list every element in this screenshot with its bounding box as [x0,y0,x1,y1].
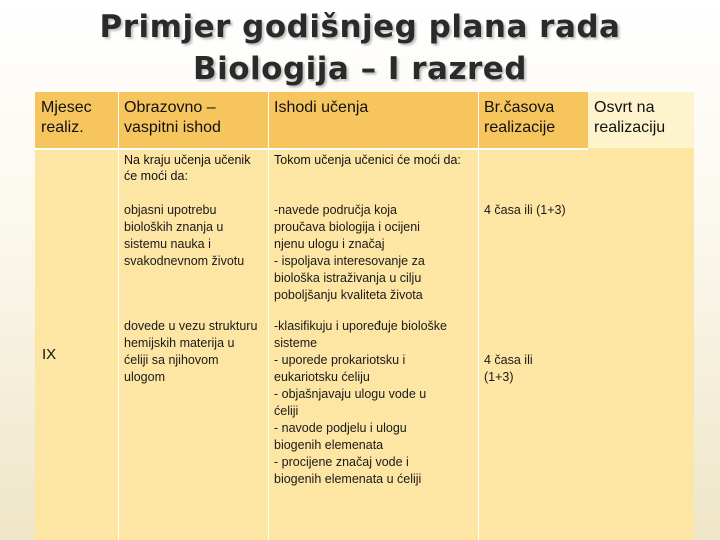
subheader-outcome: Na kraju učenja učenik će moći da: [124,153,251,183]
header-outcome: Obrazovno – vaspitni ishod [118,92,268,148]
row2-outcome: dovede u vezu strukturu hemijskih materija u ćeliji sa njihovom ulogom [124,319,258,384]
col-divider-1 [118,92,119,540]
header-learning: Ishodi učenja [268,92,478,148]
review-column-body [588,148,694,540]
slide-title [0,6,720,90]
row2-hours: 4 časa ili (1+3) [484,353,533,384]
header-month: Mjesec realiz. [35,92,118,148]
row2-learning: -klasifikuju i upoređuje biološke sisteme - uporede prokariotsku i eukariotsku ćeliju - objašnjavaju ulogu vode u ćeliji - navode podjelu i ulogu biogenih elemenata - procijene značaj vode i biogenih elemenata u ćeliji [274,319,448,486]
month-value: IX [42,346,57,363]
title-line-2: Biologija – I razred [192,51,527,87]
row1-hours: 4 časa ili (1+3) [484,203,566,217]
row1-outcome: objasni upotrebu bioloških znanja u sistemu nauka i svakodnevnom životu [124,203,245,268]
col-divider-2 [268,92,269,540]
row1-learning: -navede područja koja proučava biologija i ocijeni njenu ulogu i značaj - ispoljava interesovanje za biološka istraživanja u cilju poboljšanju kvaliteta života [274,203,425,302]
header-hours: Br.časova realizacije [478,92,588,148]
subheader-learning: Tokom učenja učenici će moći da: [274,153,461,167]
col-divider-3 [478,92,479,540]
title-line-1: Primjer godišnjeg plana rada [99,9,621,45]
header-review: Osvrt na realizaciju [588,92,694,148]
